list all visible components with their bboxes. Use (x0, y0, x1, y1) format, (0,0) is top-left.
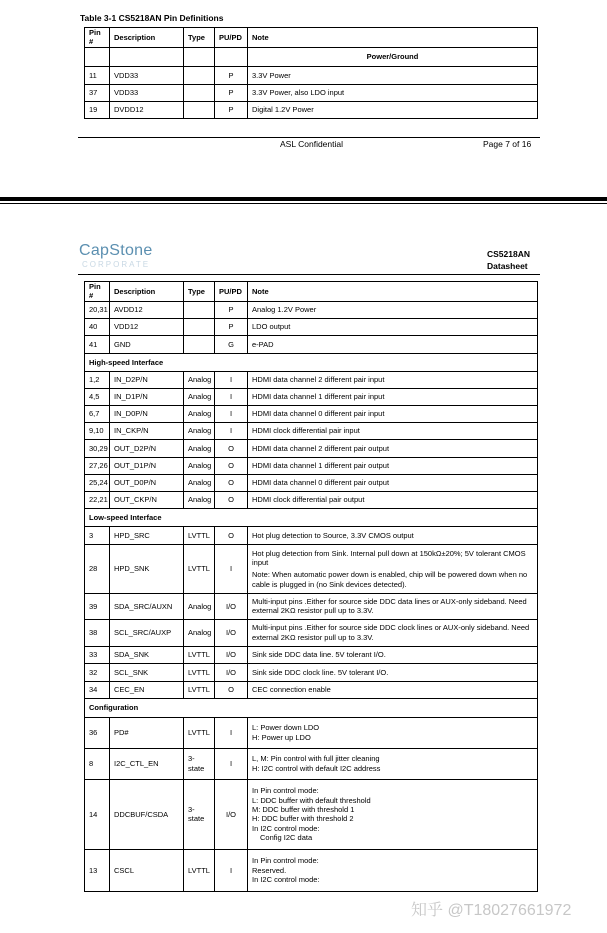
pin-table-page8 (84, 281, 538, 892)
cell-note (248, 748, 538, 779)
cell-pin: 41 (85, 335, 110, 353)
cell-pupd: I/O (215, 619, 248, 646)
cell-type (184, 301, 215, 318)
cell-note (248, 457, 538, 474)
cell-pin: 40 (85, 318, 110, 335)
note-line: LDO output (252, 322, 291, 332)
note-line: L: DDC buffer with default threshold (252, 795, 371, 805)
cell-pupd: P (215, 301, 248, 318)
note-line: HDMI data channel 0 different pair input (252, 409, 385, 419)
cell-note (248, 388, 538, 405)
cell-description: OUT_CKP/N (110, 491, 184, 508)
cell-note (248, 544, 538, 593)
cell-pupd: G (215, 335, 248, 353)
cell-type: 3-state (184, 748, 215, 779)
cell-pin: 6,7 (85, 405, 110, 422)
document-model: CS5218AN (487, 249, 530, 259)
cell-pupd: I (215, 371, 248, 388)
section-row (85, 508, 538, 526)
pin-table-page7 (84, 27, 538, 119)
cell-pin: 11 (85, 66, 110, 84)
header-pupd: PU/PD (215, 282, 248, 302)
cell-note (248, 474, 538, 491)
table-row (85, 779, 538, 849)
cell-description: PD# (110, 717, 184, 748)
section-title: High-speed Interface (85, 353, 538, 371)
cell-pupd: O (215, 681, 248, 698)
header-rule (78, 274, 540, 275)
table-header-row (85, 282, 538, 302)
table-header-row (85, 28, 538, 48)
cell-pin: 28 (85, 544, 110, 593)
cell-description: IN_CKP/N (110, 422, 184, 439)
note-line: HDMI data channel 1 different pair input (252, 392, 385, 402)
note-line: CEC connection enable (252, 685, 331, 695)
cell-description: OUT_D0P/N (110, 474, 184, 491)
cell-type: 3-state (184, 779, 215, 849)
cell-note (248, 66, 538, 84)
note-line: HDMI data channel 2 different pair output (252, 443, 390, 453)
note-line: Reserved. (252, 865, 287, 875)
table-row (85, 748, 538, 779)
cell-note (248, 101, 538, 118)
cell-description: VDD12 (110, 318, 184, 335)
table-row (85, 318, 538, 335)
cell-pin: 33 (85, 646, 110, 663)
table-row (85, 681, 538, 698)
cell-note (248, 301, 538, 318)
cell-description: SCL_SNK (110, 663, 184, 681)
header-pin: Pin # (85, 28, 110, 48)
cell-pupd: I (215, 849, 248, 891)
cell-note (248, 619, 538, 646)
table-row (85, 526, 538, 544)
cell-note (248, 717, 538, 748)
cell-note (248, 422, 538, 439)
cell-description: IN_D2P/N (110, 371, 184, 388)
cell-pin: 19 (85, 101, 110, 118)
cell-pin: 25,24 (85, 474, 110, 491)
note-line: Multi-input pins .Either for source side DDC data lines or AUX-only sideband. Need external 2KΩ resistor pull up to 3.3V. (252, 596, 527, 616)
cell-pupd: P (215, 84, 248, 101)
table-row (85, 66, 538, 84)
cell-pin: 32 (85, 663, 110, 681)
cell-description: CEC_EN (110, 681, 184, 698)
header-description: Description (110, 28, 184, 48)
table-row (85, 646, 538, 663)
section-title: Power/Ground (248, 47, 538, 66)
company-logo-subtitle: CORPORATE (82, 260, 151, 269)
cell-type (184, 335, 215, 353)
cell-pin: 4,5 (85, 388, 110, 405)
note-line: In Pin control mode: (252, 786, 319, 796)
table-row (85, 457, 538, 474)
watermark: 知乎 @T18027661972 (411, 902, 572, 919)
cell-pupd: I/O (215, 593, 248, 619)
note-line: Digital 1.2V Power (252, 105, 314, 115)
header-type: Type (184, 28, 215, 48)
cell-pupd: O (215, 457, 248, 474)
cell-type: Analog (184, 619, 215, 646)
cell-description: GND (110, 335, 184, 353)
cell-pupd: O (215, 439, 248, 457)
cell-note (248, 491, 538, 508)
cell-pin: 36 (85, 717, 110, 748)
table-row (85, 371, 538, 388)
table-row (85, 405, 538, 422)
cell-type: LVTTL (184, 717, 215, 748)
cell-type: LVTTL (184, 646, 215, 663)
cell-pupd: P (215, 66, 248, 84)
table-row (85, 544, 538, 593)
cell-pupd: O (215, 491, 248, 508)
header-note: Note (248, 28, 538, 48)
section-row (85, 47, 538, 66)
table-row (85, 422, 538, 439)
table-row (85, 439, 538, 457)
cell-type (184, 101, 215, 118)
note-line: L: Power down LDO (252, 723, 320, 733)
table-row (85, 663, 538, 681)
section-row (85, 698, 538, 717)
cell-type (184, 84, 215, 101)
table-row (85, 388, 538, 405)
cell-type: Analog (184, 388, 215, 405)
note-line: 3.3V Power (252, 70, 291, 80)
table-row (85, 301, 538, 318)
note-line: Hot plug detection from Sink. Internal pull down at 150kΩ±20%; 5V tolerant CMOS input (252, 548, 526, 567)
cell-pupd: I (215, 544, 248, 593)
company-logo: CapStone (79, 242, 153, 259)
document-type: Datasheet (487, 261, 528, 271)
cell-pupd: P (215, 101, 248, 118)
header-type: Type (184, 282, 215, 302)
cell-pin: 38 (85, 619, 110, 646)
cell-description: HPD_SNK (110, 544, 184, 593)
cell-pin: 1,2 (85, 371, 110, 388)
cell-type: LVTTL (184, 681, 215, 698)
cell-pupd: O (215, 474, 248, 491)
note-line: 3.3V Power, also LDO input (252, 88, 345, 98)
cell-note (248, 681, 538, 698)
cell-pupd: P (215, 318, 248, 335)
cell-pin: 22,21 (85, 491, 110, 508)
cell-description: DVDD12 (110, 101, 184, 118)
header-description: Description (110, 282, 184, 302)
cell-pin: 37 (85, 84, 110, 101)
cell-pupd: I (215, 748, 248, 779)
cell-note (248, 335, 538, 353)
cell-pin: 9,10 (85, 422, 110, 439)
note-line: HDMI clock differential pair input (252, 426, 360, 436)
footer-rule (78, 137, 540, 138)
table-row (85, 101, 538, 118)
cell-pupd: I/O (215, 779, 248, 849)
cell-pin: 30,29 (85, 439, 110, 457)
cell-note (248, 526, 538, 544)
cell-note (248, 593, 538, 619)
note-line: In I2C control mode: (252, 823, 320, 833)
cell-type: Analog (184, 593, 215, 619)
note-line: Analog 1.2V Power (252, 305, 317, 315)
cell-pin: 39 (85, 593, 110, 619)
cell-note (248, 84, 538, 101)
cell-description: AVDD12 (110, 301, 184, 318)
cell-description: OUT_D2P/N (110, 439, 184, 457)
header-pin: Pin # (85, 282, 110, 302)
cell-pupd: I/O (215, 663, 248, 681)
cell-pupd: I (215, 405, 248, 422)
footer-confidential: ASL Confidential (280, 139, 344, 149)
cell-pupd: I (215, 422, 248, 439)
cell-description: IN_D0P/N (110, 405, 184, 422)
cell-type: LVTTL (184, 544, 215, 593)
note-line: Config I2C data (260, 833, 313, 842)
table-row (85, 84, 538, 101)
cell-note (248, 405, 538, 422)
cell-pupd: O (215, 526, 248, 544)
cell-type: LVTTL (184, 849, 215, 891)
cell-pupd: I (215, 717, 248, 748)
cell-type (184, 66, 215, 84)
note-line: HDMI clock differential pair output (252, 495, 365, 505)
note-line: H: I2C control with default I2C address (252, 763, 381, 773)
note-line: L, M: Pin control with full jitter cleaning (252, 754, 380, 764)
cell-type (184, 318, 215, 335)
cell-pin: 34 (85, 681, 110, 698)
note-line: In I2C control mode: (252, 874, 320, 884)
cell-pin: 8 (85, 748, 110, 779)
cell-pin: 13 (85, 849, 110, 891)
note-line: M: DDC buffer with threshold 1 (252, 804, 355, 814)
note-line: HDMI data channel 0 different pair output (252, 478, 390, 488)
note-line: Hot plug detection to Source, 3.3V CMOS output (252, 530, 414, 540)
section-title: Low-speed Interface (85, 508, 538, 526)
note-line: HDMI data channel 1 different pair output (252, 461, 390, 471)
note-line: In Pin control mode: (252, 856, 319, 866)
cell-pin: 20,31 (85, 301, 110, 318)
page-separator-line (0, 203, 607, 204)
cell-note (248, 849, 538, 891)
cell-description: SCL_SRC/AUXP (110, 619, 184, 646)
note-line: Multi-input pins .Either for source side DDC clock lines or AUX-only sideband. Need external 2KΩ resistor pull up to 3.3V. (252, 623, 530, 642)
cell-note (248, 663, 538, 681)
cell-type: Analog (184, 405, 215, 422)
note-line: H: DDC buffer with threshold 2 (252, 814, 354, 824)
cell-type: Analog (184, 439, 215, 457)
cell-description: VDD33 (110, 84, 184, 101)
cell-description: OUT_D1P/N (110, 457, 184, 474)
table-row (85, 474, 538, 491)
page-separator (0, 197, 607, 201)
note-line: e-PAD (252, 339, 274, 349)
table-row (85, 849, 538, 891)
header-note: Note (248, 282, 538, 302)
footer-page-number: Page 7 of 16 (483, 139, 532, 149)
section-row (85, 353, 538, 371)
cell-pin: 27,26 (85, 457, 110, 474)
cell-type: LVTTL (184, 526, 215, 544)
cell-pin: 3 (85, 526, 110, 544)
cell-pupd: I (215, 388, 248, 405)
cell-description: DDCBUF/CSDA (110, 779, 184, 849)
cell-type: Analog (184, 491, 215, 508)
table-row (85, 593, 538, 619)
note-line: Sink side DDC data line. 5V tolerant I/O. (252, 650, 386, 660)
cell-note (248, 318, 538, 335)
table-row (85, 335, 538, 353)
table-caption: Table 3-1 CS5218AN Pin Definitions (80, 13, 224, 23)
section-title: Configuration (85, 698, 538, 717)
cell-description: SDA_SNK (110, 646, 184, 663)
cell-description: SDA_SRC/AUXN (110, 593, 184, 619)
cell-pupd: I/O (215, 646, 248, 663)
cell-description: I2C_CTL_EN (110, 748, 184, 779)
cell-description: IN_D1P/N (110, 388, 184, 405)
cell-description: CSCL (110, 849, 184, 891)
note-line: HDMI data channel 2 different pair input (252, 375, 385, 385)
table-row (85, 619, 538, 646)
cell-note (248, 371, 538, 388)
cell-note (248, 779, 538, 849)
note-line: Sink side DDC clock line. 5V tolerant I/O. (252, 667, 389, 677)
note-line: H: Power up LDO (252, 732, 311, 742)
cell-type: Analog (184, 371, 215, 388)
cell-type: Analog (184, 422, 215, 439)
table-row (85, 491, 538, 508)
cell-description: HPD_SRC (110, 526, 184, 544)
table-row (85, 717, 538, 748)
cell-note (248, 439, 538, 457)
cell-description: VDD33 (110, 66, 184, 84)
cell-type: LVTTL (184, 663, 215, 681)
note-line: Note: When automatic power down is enabled, chip will be powered down when no cable is plugged in (no Sink devices detected). (252, 570, 528, 589)
cell-type: Analog (184, 457, 215, 474)
cell-type: Analog (184, 474, 215, 491)
header-pupd: PU/PD (215, 28, 248, 48)
cell-pin: 14 (85, 779, 110, 849)
cell-note (248, 646, 538, 663)
